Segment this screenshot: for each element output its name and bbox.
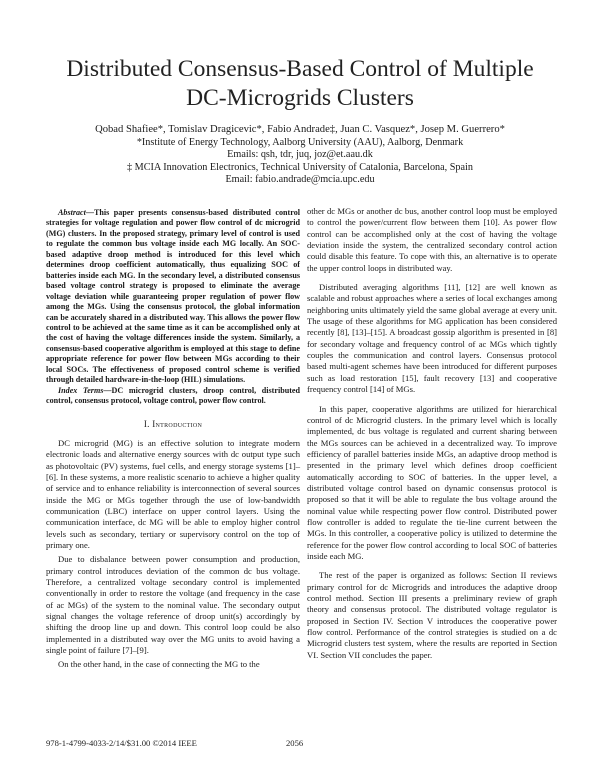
abstract-text: —This paper presents consensus-based distributed control strategies for voltage regulation and power flow control of dc microgrid (MG) clusters. In the proposed strategy, primary level of control is used to regulate the common bus voltage inside each MG locally. An SOC-based adaptive droop method is introduced for this level which determines droop coefficient automatically, thus equalizing SOC of batteries inside each MG. In the secondary level, a distributed consensus based voltage control strategy is proposed to eliminate the average voltage deviation while guaranteeing proper regulation of power flow among the MGs. Using the consensus protocol, the global information can be accurately shared in a distributed way. This allows the power flow control to be achieved at the same time as it can be accomplished only at the cost of having the voltage differences inside the system. Similarly, a consensus-based cooperative algorithm is employed at this stage to define appropriate reference for power flow between MGs according to their local SOCs. The effectiveness of proposed control scheme is verified through detailed hardware-in-the-loop (HIL) simulations.: [46, 208, 300, 385]
right-column: [307, 206, 557, 664]
body-paragraph: Due to disbalance between power consumption and production, primary control introduces deviation of the common dc bus voltage. Therefore, a centralized voltage secondary control is implemented conventionally in order to restore the voltage (and frequency in the case of ac MGs) of the system to the nominal value. The secondary output signal changes the voltage reference of droop unit(s) accordingly by shifting the droop line up and down. This control loop could be also implemented in a distributed way over the MG units to avoid having a single point of failure [7]–[9].: [46, 554, 300, 656]
index-terms-paragraph: [46, 386, 300, 407]
section-title: Introduction: [152, 418, 203, 429]
affiliation-1: *Institute of Energy Technology, Aalborg University (AAU), Aalborg, Denmark: [136, 136, 464, 148]
index-terms-text: —DC microgrid clusters, droop control, distributed control, consensus protocol, voltage control, power flow control.: [46, 385, 300, 406]
author-block: [30, 124, 570, 187]
page-number: 2056: [286, 738, 304, 748]
email-2: Email: fabio.andrade@mcia.upc.edu: [225, 174, 375, 185]
body-paragraph: The rest of the paper is organized as follows: Section II reviews primary control for dc Microgrids and introduces the adaptive droop control method. Section III presents a preliminary review of graph theory and consensus protocol. The distributed voltage regulator is proposed in Section IV. Section V introduces the cooperative power flow control. Performance of the control strategies is studied on a dc Microgrid clusters test system, where the results are reported in Section VI. Section VII concludes the paper.: [307, 570, 557, 660]
author-names: Qobad Shafiee*, Tomislav Dragicevic*, Fabio Andrade‡, Juan C. Vasquez*, Josep M. Guerrero*: [95, 124, 505, 135]
paper-title: [30, 55, 570, 113]
index-terms-label: Index Terms: [58, 385, 104, 395]
body-paragraph: In this paper, cooperative algorithms are utilized for hierarchical control of dc Microgrid clusters. In the primary level which is locally implemented, dc bus voltage is regulated and current sharing between the MGs sources can be achieved in a decentralized way. To improve efficiency of parallel batteries inside MGs, an adaptive droop method is presented in the primary level which defines droop coefficient automatically according to SOC of batteries. In the upper level, a distributed voltage control based on dynamic consensus protocol is proposed so that it will be able to regulate the bus voltage around the nominal value while respecting power flow control. Distributed power flow controller is added to regulate the tie-line current between the MGs. In this controller, a cooperative policy is utilized to determine the reference for the power flow control according to local SOC of batteries inside each MG.: [307, 403, 557, 561]
affiliation-2: ‡ MCIA Innovation Electronics, Technical University of Catalonia, Barcelona, Spain: [127, 161, 473, 173]
section-numeral: I.: [143, 418, 153, 429]
abstract-label: Abstract: [58, 208, 86, 217]
abstract-paragraph: [46, 208, 300, 386]
isbn-copyright: 978-1-4799-4033-2/14/$31.00 ©2014 IEEE: [46, 738, 197, 748]
title-line-2: DC-Microgrids Clusters: [186, 85, 414, 111]
emails-1: Emails: qsh, tdr, juq, joz@et.aau.dk: [227, 149, 373, 160]
body-paragraph-continued: other dc MGs or another dc bus, another control loop must be employed to control the power/current flow between them [10]. As power flow control can be accomplished only at the cost of having the voltage deviation inside the system, the centralized secondary control action could disable this feature. To cope with this, an alternative is to operate the upper control loops in distributed way.: [307, 206, 557, 273]
body-paragraph: Distributed averaging algorithms [11], [12] are well known as scalable and robust approaches where a series of local exchanges among neighboring units ultimately yield the same global average at every unit. The usage of these algorithms for MG application has been considered recently [8], [13]–[15]. A broadcast gossip algorithm is presented in [8] for secondary voltage and frequency control of ac MGs which tightly couples the communication and control layers. Consensus protocol based multi-agent schemes have been introduced for different purposes such as load restoration [15], fault recovery [13] and cooperative frequency control [14] of MGs.: [307, 282, 557, 395]
abstract: [46, 208, 300, 407]
section-heading-introduction: [46, 419, 300, 430]
body-paragraph: On the other hand, in the case of connecting the MG to the: [58, 659, 260, 670]
left-column: [46, 208, 300, 674]
body-paragraph: DC microgrid (MG) is an effective solution to integrate modern electronic loads and alternative energy sources with dc output type such as photovoltaic (PV) systems, fuel cells, and energy storage systems [1]–[6]. In these systems, a more realistic scenario to achieve a higher quality of service and to enhance reliability is interconnection of several sources inside the MG or MGs together through the use of low-bandwidth communication (LBC) interface on upper control layers. Using the communication interface, dc MG will be able to employ higher control levels such as secondary, tertiary or supervisory control on the top of primary one.: [46, 437, 300, 551]
title-line-1: Distributed Consensus-Based Control of Multiple: [66, 56, 534, 82]
